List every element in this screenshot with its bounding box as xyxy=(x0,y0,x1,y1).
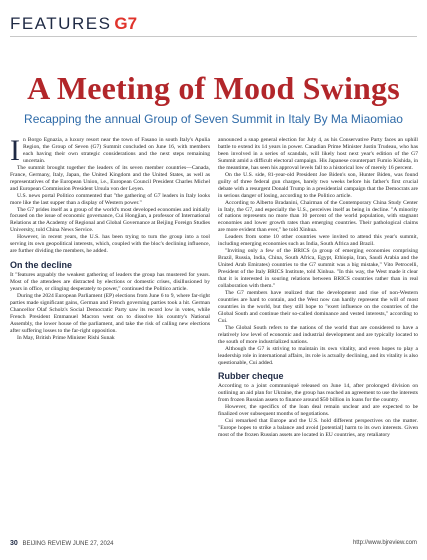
section-label: FEATURES xyxy=(10,14,112,33)
paragraph: According to a joint communiqué released on June 14, after prolonged division on outlining an aid plan for Ukraine, the group has reached an agreement to use the interests from frozen Russian assets to finance around $50 billion in loans for the country. xyxy=(218,383,418,404)
paragraph: Leaders from some 10 other countries were invited to attend this year's summit, including emerging economies such as India, South Africa and Brazil. xyxy=(218,234,418,248)
paragraph: It "features arguably the weakest gathering of leaders the group has mustered for years. Most of the attendees are distracted by elections or domestic crises, disillusioned by years in office, or clinging desperately to power," continued the Politico article. xyxy=(10,272,210,293)
header-divider xyxy=(10,36,417,37)
paragraph-text: n Borgo Egnazia, a luxury resort near the town of Fasano in south Italy's Apulia Region, the Group of Seven (G7) Summit concluded on June 16, with members each having their own strategic considerations and the next steps remaining uncertain. xyxy=(23,137,210,164)
paragraph: announced a snap general election for July 4, as his Conservative Party faces an uphill battle to extend its 14 years in power. Canadian Prime Minister Justin Trudeau, who has been involved in a series of scandals, will likely host next year's edition of the G7 Summit amid a difficult electoral campaign. His Japanese counterpart Fumio Kishida, in the meantime, has seen his approval levels fall to a historical low of merely 16 percent. xyxy=(218,137,418,171)
paragraph xyxy=(10,134,210,167)
paragraph: On the U.S. side, 81-year-old President Joe Biden's son, Hunter Biden, was found guilty of three federal gun charges, barely two weeks before his father's first crucial debate with a resurgent Donald Trump in a presidential campaign that the Democrats are in serious danger of losing, according to the Politico article. xyxy=(218,171,418,199)
paragraph: "Inviting only a few of the BRICS (a group of emerging economies comprising Brazil, Russia, India, China, South Africa, Egypt, Ethiopia, Iran, Saudi Arabia and the United Arab Emirates) countries to the G7 summit was a big mistake," Vito Petrocelli, President of the Italy BRICS Institute, told Xinhua. "In this way, the West made it clear that it is interested in souring relations between BRICS countries rather than in real collaboration with them." xyxy=(218,248,418,290)
paragraph: Cui remarked that Europe and the U.S. hold different perspectives on the matter. "Europe hopes to strike a balance and avoid [potential] harm to its own interests. Given most of the frozen Russian assets are located in EU countries, any retaliatory xyxy=(218,418,418,439)
page-number: 30 xyxy=(10,540,18,547)
byline: By Ma Miaomiao xyxy=(313,112,403,126)
paragraph: However, the specifics of the loan deal remain unclear and are expected to be finalized over subsequent months of negotiations. xyxy=(218,404,418,418)
column-right xyxy=(218,137,418,439)
column-left xyxy=(10,134,210,342)
article-subtitle xyxy=(0,112,427,126)
drop-cap: I xyxy=(10,134,20,167)
website-link[interactable]: http://www.bjreview.com xyxy=(352,540,417,546)
subheading-on-the-decline: On the decline xyxy=(10,260,73,271)
section-tag: G7 xyxy=(114,14,138,33)
paragraph: U.S. news portal Politico commented that "the gathering of G7 leaders in Italy looks more like the last supper than a display of Western power." xyxy=(10,192,210,206)
section-header xyxy=(10,14,137,34)
paragraph: During the 2024 European Parliament (EP) elections from June 6 to 9, where far-right parties made significant gains, German and French governing parties took a hit. German Chancellor Olaf Scholz's Social Democratic Party saw its record low in votes, while French President Emmanuel Macron went on to dissolve his country's National Assembly, the lower house of the parliament, and take the risk of calling new elections after suffering losses to the far-right opposition. xyxy=(10,293,210,334)
paragraph: According to Alberto Bradanini, Chairman of the Contemporary China Study Center in Italy, the G7, and especially the U.S., perceives itself as being in decline. "A minority of nations represents no more than 10 percent of the world population, with stagnant economies and lower growth rates than emerging countries. Their pathological claims are more evident than ever," he told Xinhua. xyxy=(218,199,418,234)
article-title: A Meeting of Mood Swings xyxy=(27,70,400,106)
paragraph: The G7 prides itself as a group of the world's most developed economies and initially focused on the issue of economic governance, Cui Hongjian, a professor of International Relations at the Academy of Regional and Global Governance at Beijing Foreign Studies University, told China News Service. xyxy=(10,206,210,234)
paragraph: However, in recent years, the U.S. has been trying to turn the group into a tool serving its own geopolitical interests, which, coupled with the bloc's declining influence, are further dividing the members, he added. xyxy=(10,234,210,255)
publication-info: BEIJING REVIEW JUNE 27, 2024 xyxy=(22,541,114,547)
subheading-rubber-cheque: Rubber cheque xyxy=(218,371,284,382)
subtitle-text: Recapping the annual Group of Seven Summit in Italy xyxy=(24,112,311,126)
footer-left xyxy=(10,540,114,547)
paragraph: The Global South refers to the nations of the world that are considered to have a relatively low level of economic and industrial development and are typically located to the south of more industrialized nations. xyxy=(218,324,418,345)
paragraph: In May, British Prime Minister Rishi Sunak xyxy=(17,334,115,341)
paragraph: Although the G7 is striving to maintain its own vitality, and even hopes to play a leadership role in international affairs, its role is actually declining, and its vitality is also questionable, Cui added. xyxy=(218,345,418,366)
paragraph: The summit brought together the leaders of its seven member countries—Canada, France, Germany, Italy, Japan, the United Kingdom and the United States, as well as representatives of the European Union, i.e., European Council President Charles Michel and European Commission President Ursula von der Leyen. xyxy=(10,164,210,192)
paragraph: The G7 members have realized that the development and rise of non-Western countries are hard to contain, and the West now can hardly represent the will of most countries in the world, but they still hope to "exert influence on the countries of the Global South and continue their so-called dominance and vested interests," according to Cui. xyxy=(218,289,418,324)
